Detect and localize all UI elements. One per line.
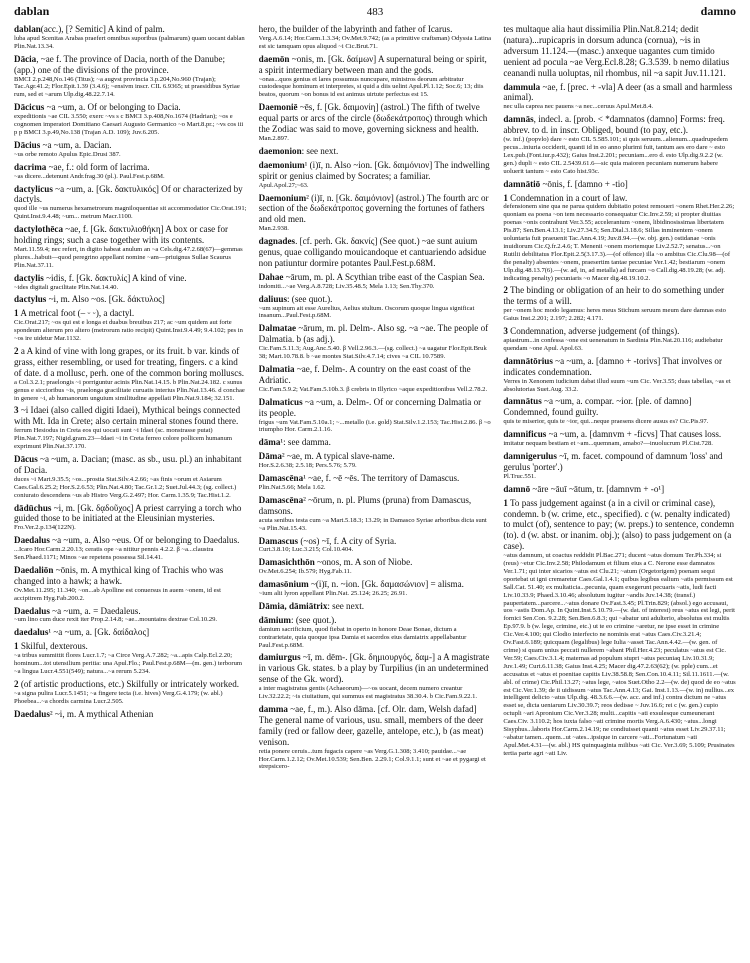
dictionary-entry (14, 308, 247, 343)
entry-citations: ~onas...quos genius et lares possumus nuncupare, ministros deorum arbitratur custodesque hominum et interpretes, si quid a diis uelint Apul.Pl.1.12; Soc.6; 13; diis beatos, quorum ~on bonus id est animus uirtute perfectus est 15. (258, 75, 484, 99)
entry-citations: ~um lino cum duce rexit iter Prop.2.14.8; ~ae...mountains dextrae Col.10.29. (14, 616, 218, 624)
dictionary-entry (503, 396, 736, 426)
entry-definition: ~a ~um, a. Dacian. (40, 139, 112, 150)
entry-definition: ~ēs, f. [Gk. δαιμονίη] (astrol.) The fifth of twelve equal parts or arcs of the circle (δωδεκάτροπος) through which the Zodiac was said to move, governing sickness and health. (258, 102, 488, 135)
dictionary-entry (503, 326, 736, 353)
entry-definition: Condemnation, adverse judgement (of things). (507, 326, 680, 337)
entry-definition-line (259, 294, 492, 305)
entry-definition: , indecl. a. [prob. < *damnatos (damno] Forms: freq. abbrev. to d. in inscr. Obliged, bound (to pay, etc.). (503, 114, 725, 136)
entry-headword: Damasichthōn (258, 557, 315, 568)
entry-definition-line (259, 601, 492, 612)
entry-definition-line (259, 323, 492, 345)
entry-headword: damnificus (503, 429, 547, 440)
entry-citations: Cic.Orat.217; ~os qui est e longa et duabus breuibus 217; ac ~um quidem aut forte spondeum alterum pro altero (metrorum ratio recipit) Quint.Inst.9.4.49; 9.4.102; pes in ~os ire uidetur Mar.1132. (14, 319, 243, 343)
entry-headword: Dalmatae (258, 323, 297, 334)
entry-citations: ~a tribus summittit flores Lucr.1.7; ~a Circe Verg.A.7.282; ~a...apis Calp.Ecl.2.20; hominum...tot utensilium peritia: una Apul.Flo.; Paul.Fest.p.68M—(m. gen.) terborum ~a lingua Lucr.4.551(549); natura...~a rerum 5.234. (14, 652, 243, 675)
entry-citations: Pl.Truc.551. (503, 472, 536, 480)
entry-definition-line (259, 536, 492, 547)
dictionary-entry (503, 484, 736, 495)
entry-definition-line (14, 184, 247, 206)
entry-headword: Damascēna (258, 494, 304, 505)
entry-definition-line (14, 565, 247, 587)
entry-citations: imitatur nequam bestiam et ~am...quemnam, amabo?—inuolucrum Pl.Cist.728. (503, 440, 713, 448)
entry-definition-line (14, 162, 247, 173)
entry-headword: damnigerulus (503, 450, 557, 461)
entry-definition-line (503, 484, 736, 495)
entry-headword: daemonion (258, 145, 302, 156)
entry-citations: Fro.Ver.2.p.134(122N). (14, 524, 76, 532)
entry-definition-line (14, 454, 247, 476)
dictionary-entry (503, 285, 736, 323)
entry-citations: ferrum Hesiodus in Creta eos qui uocati sunt ~i Idaei (sc. monstrasse putat) Plin.Nat.7.197; Nigid.gram.23—Idaei ~i in Creta ferreo colore pollicem humanum exprimunt Plin.Nat.37.170. (14, 427, 232, 451)
entry-definition-line (259, 652, 492, 685)
entry-definition-line (259, 557, 492, 568)
dictionary-entry (14, 102, 247, 137)
entry-definition-line (503, 114, 736, 136)
entry-definition-line (503, 451, 736, 473)
entry-headword: damiurgus (258, 652, 301, 663)
entry-citations: Cic.Fam.5.11.3; Aug.Anc.5.40. β Vell.2.96.3.—(sg. collect.) ~a uagatur Flor.Epit.Bruk 38; Mart.10.78.8. b ~ae montes Stat.Silv.4.7.14; cives ~a CIL 10.7589. (258, 345, 487, 361)
dictionary-entry (14, 140, 247, 159)
entry-definition: ~(i)ī, n. ~ion. [Gk. δαμασώνιον] = alisma. (308, 579, 464, 590)
entry-definition: ~i, m. [Gk. δᾳδοῦχος] A priest carrying a torch who guided those to be initiated at the Eleusinian mysteries. (14, 502, 242, 524)
dictionary-entry (14, 184, 247, 222)
entry-definition: : (see quot.). (286, 293, 333, 304)
entry-definition-line (14, 627, 247, 638)
entry-headword: 2 (14, 346, 19, 356)
entry-citations: ~ides digitali gracilitate Plin.Nat.14.40. (14, 283, 119, 291)
entry-definition-line (503, 396, 736, 418)
entry-citations: ~ium alii lyron appellant Plin.Nat. 25.124; 26.25; 26.91. (258, 590, 408, 598)
dictionary-entry (259, 146, 492, 157)
dictionary-entry (14, 273, 247, 292)
entry-headword: Daedalus (14, 605, 50, 616)
entry-definition: ² ~ōrum, n. pl. Plums (pruna) from Damascus, damsons. (258, 494, 472, 516)
entry-definition: ~onis, m. [Gk. δαίμων] A supernatural being or spirit, a spirit intermediary between man and the gods. (258, 53, 487, 75)
dictionary-entry (259, 364, 492, 394)
dictionary-entry (14, 535, 247, 562)
dictionary-entry (259, 495, 492, 533)
entry-citations: Curt.3.8.10; Luc.3.215; Col.10.404. (258, 546, 354, 554)
dictionary-entry (14, 54, 247, 100)
entry-citations: Hor.S.2.6.38; 2.5.18; Pers.5.76; 5.79. (258, 462, 357, 470)
entry-definition: ~ae, f. Delm-. A country on the east coast of the Adriatic. (258, 364, 471, 385)
entry-definition: ~ōnis, m. A mythical king of Trachis who was changed into a hawk; a hawk. (14, 564, 224, 586)
entry-definition-line (503, 179, 736, 190)
entry-citations: Ov.Met.11.295; 11.340; ~on...ab Apolline est conuersus in auem ~onem, id est accipitrem Hyg.Fab.200.2. (14, 586, 221, 602)
entry-headword: 1 (503, 192, 508, 203)
entry-headword: damnātōrius (503, 355, 553, 366)
entry-headword: daliuus (258, 293, 287, 304)
entry-definition-line (14, 224, 247, 246)
entry-headword: damnō (503, 483, 531, 494)
entry-definition: (~os) ~ī, f. A city of Syria. (298, 535, 397, 546)
entry-definition-line (14, 24, 247, 35)
entry-headword: dammula (503, 81, 541, 92)
dictionary-entry (259, 557, 492, 576)
entry-definition-line (14, 54, 247, 76)
entry-headword: dactylothēca (14, 224, 63, 235)
entry-headword: damnātus (503, 396, 542, 407)
entry-citations: indomiti...~ae Verg.A.8.728; Liv.35.48.5; Mela 1.13; Sen.Thy.370. (258, 282, 435, 290)
dictionary-entry (14, 627, 247, 638)
entry-definition: ~a ~um, a. [Gk. δακτυλικός] Of or characterized by dactyls. (14, 183, 243, 205)
entry-headword: damasōnium (258, 579, 309, 590)
entry-citations: quod ille ~us numerus hexametrorum magniloquentiae sit accommodatior Cic.Orat.191; Quint.Inst.9.4.48; ~um... metrum Macr.1100. (14, 205, 247, 221)
dictionary-entry (259, 473, 492, 492)
dictionary-columns (14, 24, 736, 957)
entry-citations: a inter magistratus gentis (Achaeorum)—~os uocant, decem numero creantur Liv.32.22.2; ~is ciuitatium, qui summus est magistratus 38.30.4. b Cic.Fam.9.22.1. (258, 685, 478, 701)
dictionary-entry (259, 236, 492, 269)
entry-definition: (acc.), [? Semitic] A kind of palm. (40, 24, 165, 34)
entry-definition: ~a ~um, a. = Daedaleus. (49, 605, 141, 616)
entry-definition: ~āre ~āuī ~ātum, tr. [damnvm + -o¹] (530, 483, 665, 494)
entry-definition: ~ae, f.: old form of lacrima. (46, 161, 150, 172)
entry-definition: ~ārum, m. pl. A Scythian tribe east of the Caspian Sea. (283, 271, 485, 282)
entry-citations: luba apud Scenitas Arabas praefert omnibus suporibus (palmarum) quam uocant dablan Plin.Nat.13.34. (14, 34, 245, 50)
entry-citations: Plin.Nat.5.66; Mela 1.62. (258, 483, 326, 491)
entry-definition: ~onos, m. A son of Niobe. (314, 557, 413, 568)
entry-headword: dāmium (258, 614, 292, 625)
entry-headword: daemonium (258, 159, 305, 170)
entry-headword: Daemonium (258, 192, 307, 203)
entry-definition-line (259, 160, 492, 182)
entry-headword: dagnades (258, 236, 296, 247)
dictionary-entry (503, 179, 736, 190)
entry-definition-line (503, 326, 736, 337)
entry-citations: BMCI 2.p.248,No.146 (Titus); ~a augvst provincia 3.p.204,No.960 (Trajan); Tac.Agr.41.2; Flor.Epit.1.39 (3.4.6); ~ensivm inscr. CIL 6.9365; ut praesidibus Syriae rum, sed et ~arum Ulp.dig.48.22.7.14. (14, 75, 240, 99)
entry-definition-line (503, 498, 736, 553)
entry-citations: expeditionis ~ae CIL 3.550; exerc ~vs s c BMCI 3.p.408,No.1674 (Hadrian); ~os e cognomen imperatori Domitiano Caesari Augusto Germanico ~o Mart.8.pr.; ~vs cos iii p p BMCI 3.p.49,No.138 (Trajan A.D. 109); Juv.6.205. (14, 113, 244, 136)
entry-definition: ~i, m. Also ~os. [Gk. δάκτυλος] (46, 294, 165, 305)
entry-definition: ² (i)ī, n. [Gk. δαιμόνιον] (astrol.) The fourth arc or section of the δωδεκάτροπος governing the fortunes of fathers and old men. (258, 192, 489, 225)
entry-definition: ~a ~um, a. [damno + -torivs] That involves or indicates condemnation. (503, 355, 722, 377)
entry-definition-line (259, 193, 492, 226)
entry-headword: Daedaliōn (14, 564, 54, 575)
running-head (14, 4, 736, 22)
dictionary-entry (259, 272, 492, 291)
dictionary-entry (259, 579, 492, 598)
left-guide-word: dablan (14, 4, 50, 18)
entry-definition: ¹ (i)ī, n. Also ~ion. [Gk. δαιμόνιον] The indwelling spirit or genius claimed by Socrates; a familiar. (258, 159, 490, 181)
dictionary-entry (14, 294, 247, 305)
entry-headword: Damascus (258, 535, 299, 546)
entry-definition: : see next. (327, 600, 364, 611)
entry-definition-line (259, 437, 492, 448)
entry-definition: ¹: see damma. (280, 437, 331, 448)
entry-definition: ~a ~um, a. compar. ~ior. [ple. of damno] Condemned, found guilty. (503, 396, 692, 418)
dictionary-entry (259, 323, 492, 361)
dictionary-entry (503, 498, 736, 758)
entry-citations: apiastrum...in confessa ~one est uenenatum in Sardinia Plin.Nat.20.116; audiebatur quendam ~one Apul. Apol.63. (503, 337, 723, 352)
entry-definition: (of artistic productions, etc.) Skilfully or intricately worked. (18, 678, 240, 689)
entry-definition-line (14, 405, 247, 427)
dictionary-entry (503, 82, 736, 112)
entry-citations: ~as dicere...detenunt Andr.frag.30 (pl.). Paul.Fest.p.68M. (14, 172, 165, 180)
entry-definition-line (503, 429, 736, 440)
entry-citations: retia ponere ceruis...tum fugacis capere ~as Verg.G.1.308; 3.410; pauidae...~ae Hor.Carm.1.2.12; Ov.Met.10.539; Sen.Ben. 2.29.1; Col.9.1.1; sunt et ~ae et pygargi et strepsicero- (258, 747, 486, 771)
dictionary-entry (14, 709, 247, 720)
dictionary-entry (503, 193, 736, 283)
entry-citations: ...Icaro Hor.Carm.2.20.13; ceratis ope ~a nititur pennis 4.2.2. β ~a...claustra Sen.Phaed.1171; Minos ~ae repetens possessa Sil.14.41. (14, 546, 214, 562)
entry-definition: . [cf. perh. Gk. δακνίς] (See quot.) ~ae sunt auium genus, quae colligando mouicandoque et cantuariendo adsidue non patiuntur dormire potantes Paul.Fest.p.68M. (258, 236, 487, 268)
dictionary-entry (259, 397, 492, 435)
entry-headword: Daedalus (14, 535, 50, 546)
entry-definition: ~a ~um, a. [damnvm + -ficvs] That causes loss. (546, 429, 722, 440)
entry-definition: ¹ ~ae, f. ~ē ~ēs. The territory of Damascus. (303, 473, 460, 484)
entry-definition: ~a ~um, a. Of or belonging to Dacia. (44, 102, 181, 113)
entry-definition-line (259, 102, 492, 135)
dictionary-entry (14, 162, 247, 181)
entry-citations: Mart.11.59.4; nec refert, in digito habeat anulum an ~a Cels.dig.47.2.68(67)—gemmas plures...habuit—quod peregrino appellant nomine ~am—priuignus Sullae Scaurus Plin.Nat.37.11. (14, 245, 243, 269)
dictionary-entry (259, 451, 492, 470)
entry-definition-line (14, 535, 247, 546)
entry-definition: ~a ~um, a. Also ~eus. Of or belonging to Daedalus. (49, 535, 240, 546)
dictionary-entry (14, 606, 247, 625)
entry-definition: , ~ae f. The province of Dacia, north of the Danube; (app.) one of the divisions of the province. (14, 53, 226, 75)
entry-headword: 2 (14, 678, 19, 689)
entry-definition: ~a ~um, a. Dacian; (masc. as sb., usu. pl.) an inhabitant of Dacia. (14, 453, 242, 475)
entry-citations: (w. inf.) (popvlo) dare ~ esto CIL 5.585.101; si quis seruum...alienum...quadrupedem pecus...iniuria occiderit, quanti id in eo anno plurimi fuit, tantum aes ero dare ~ esto Lex.pub.(Font.iur.p.432); Gaius Inst.2.201; pecuniam...ero d. esto Ulp.dig.9.2.2 (w. gen.) dupli ~ esto CIL 2.5439.61.6—sic quia maioren pecuniam numerum habere uoluerit tantum ~ esto Cato hist.93c. (503, 136, 728, 175)
entry-definition: ~ī, m. facet. compound of damnum 'loss' and gerulus 'porter'.) (503, 450, 723, 472)
entry-headword: Dalmatia (258, 364, 295, 374)
entry-definition-line (503, 82, 736, 104)
entry-definition: ~idis, f. [Gk. δακτυλίς] A kind of vine. (43, 272, 187, 283)
entry-definition-line (14, 346, 247, 379)
column-left (14, 24, 247, 957)
entry-definition-line (259, 272, 492, 283)
entry-headword: damnās (503, 114, 534, 125)
entry-citations: Ov.Met.6.254; Ib.579; Hyg.Fab.11. (258, 568, 352, 576)
entry-citations: ~um supinum ait esse Aurelius, Aelius stultum. Oscorum quoque lingua significat insanum...Paul.Fest.p.68M. (258, 304, 475, 320)
entry-definition-line (259, 146, 492, 157)
entry-citations: nec ulla caprea nec pauens ~a nec...ceruus Apul.Met.8.4. (503, 103, 654, 111)
entry-headword: Dāma (258, 451, 282, 462)
entry-definition-line (14, 709, 247, 720)
entry-definition: hero, the builder of the labyrinth and father of Icarus. (258, 24, 453, 34)
dictionary-entry (14, 405, 247, 451)
column-right (503, 24, 736, 957)
entry-definition-line (259, 451, 492, 462)
dictionary-entry (503, 24, 736, 79)
entry-definition: ¹ ~a ~um, a. [Gk. δαίδαλος] (48, 627, 150, 638)
entry-definition-line (259, 579, 492, 590)
dictionary-entry (503, 114, 736, 175)
entry-citations: Verres in Xenonem iudicium dabat illud suum ~um Cic. Ver.3.55; duas tabellas, ~as et absolutorias Suet.Aug. 33.2. (503, 377, 731, 393)
entry-citations: ~a signa pulira Lucr.5.1451; ~a fingere tecta (i.e. hives) Verg.G.4.179; (w. abl.) Phoebea...~a chordis carmina Lucr.2.505. (14, 689, 223, 705)
entry-headword: Dalmaticus (258, 396, 303, 407)
entry-definition-line (259, 704, 492, 748)
entry-headword: dāma (258, 437, 281, 448)
entry-definition-line (14, 503, 247, 525)
entry-headword: Damascēna (258, 473, 304, 484)
dictionary-entry (259, 615, 492, 650)
dictionary-entry (259, 102, 492, 143)
column-middle (259, 24, 492, 957)
entry-headword: Dahae (258, 271, 284, 282)
entry-headword: 3 (503, 326, 508, 337)
entry-definition: ² ~i, m. A mythical Athenian (49, 708, 154, 719)
entry-definition: To pass judgement against (a in a civil or criminal case), condemn. b (w. crime, etc., specified). c (w. penalty indicated) to mulct (of), sentence to pay; (w. preps.) to sentence, condemn (to). d (w. abst. or inanim. obj.); (also) to pass judgement on (a case). (503, 497, 735, 552)
entry-headword: daedalus (14, 627, 49, 638)
entry-headword: dactylicus (14, 183, 53, 194)
dictionary-entry (259, 601, 492, 612)
dictionary-entry (14, 565, 247, 603)
entry-definition-line (259, 615, 492, 626)
entry-definition: Condemnation in a court of law. (507, 192, 628, 203)
dictionary-entry (503, 429, 736, 448)
entry-headword: Dācia (14, 53, 37, 64)
entry-citations: acuta senibus testa cum ~a Mart.5.18.3; 13.29; in Damasco Syriae arboribus dicta sunt ~a Plin.Nat.15.43. (258, 516, 487, 532)
entry-citations: Cic.Fam.5.9.2; Vat.Fam.5.10b.3. β crebris in Illyrico ~aque expeditionibus Vell.2.78.2. (258, 385, 488, 393)
entry-citations: frigus ~um Vat.Fam.5.10a.1; ~...metallo (i.e. gold) Stat.Silv.1.2.153; Tac.Hist.2.86. β ~o triumpho Hor. Carm.2.1.16. (258, 418, 491, 434)
dictionary-entry (14, 679, 247, 706)
entry-headword: Dāmia, dāmiātrix (258, 600, 328, 611)
entry-citations: Man.2.897. (258, 134, 289, 142)
entry-headword: Dācicus (14, 102, 45, 113)
entry-definition: tes multaque alia haut dissimilia Plin.Nat.8.214; dedit (natura)...rupicapris in dorsum adunca (cornua), ~is in adversum 11.124.—(masc.) anxeque uagantes cum timido uenient ad pocula ~ae Verg.Ecl.8.28; G.3.539. b nemo dilatius ceanandi nulla uoluptas, nil rhombus, nil ~a sapit Juv.11.121. (503, 24, 730, 78)
entry-definition-line (503, 193, 736, 204)
page-number: 483 (366, 6, 384, 18)
dictionary-entry (259, 704, 492, 771)
entry-definition: ~ae, f. [Gk. δακτυλιοθήκη] A box or case for holding rings; such a case together with its contents. (14, 224, 229, 246)
entry-definition-line (259, 236, 492, 269)
entry-definition: The binding or obligation of an heir to do something under the terms of a will. (503, 285, 725, 307)
dictionary-entry (259, 193, 492, 234)
entry-definition-line (14, 273, 247, 284)
entry-citations: damium sacrificium, quod fiebat in operto in honore Deae Bonae, dictum a contrarietate, quia quoque ipsa Damia et sacerdos eius damiatrix appellabantur Paul.Fest.p.68M. (258, 625, 467, 649)
entry-definition-line (503, 24, 736, 79)
entry-headword: daemōn (258, 53, 290, 64)
entry-citations: ~atus damnum, ut coactus reddidit Pl.Bac.271; ducent ~atus domum Ter.Ph.334; si (reus) ~etur Cic.Inv.2.58; Philodamum et filium eius a C. Nerone esse damnatos Ver.1.71; qui inter sicarios ~atus est Clu.21; ~atum (Orgetorigem) poenam sequi oportebat ut igni cremaretur Caes.Gal.1.4.1; quibus legibus ealium ~atis permissum est Sall.Cat. 51.40; ex multaticia...pecunia, quam exegerunt pecuaris ~atis, ludi facti Liv.10.33.9; Phaed.3.10.46; absolutum iugitur ~andis Juv.14.38; (transf.) paupertatem...parcere...~atus donare Ov.Fast.3.45; Pl.Trin.829; (absol.) ego accusaui, uos ~astis Dom.Ap. In Quint.Inst.5.10.79.—(w. dat. of interest) reus ~atus est legi, perit fornici Sen.Con. 9.2.28; Sen.Ben.6.8.3; qui ~abatur uni adulterio, absolutus est multis Ep.97.9. b (w. lege, crimine, etc.) ut te eo crimine ~aretur, ne ipse esset in crimine Cic.Ver.4.100; qui Clodio interfecto ne nominis erat ~atus Caes.Civ.3.21.4; Ov.Fast.6.189; quicquam (legalibus) lege Iulia ~asset Tac.Ann.4.42.—(w. gen. of crime) si quam unius peccati nullerem ~abant Phil.Her.4.23; peculatus ~atus est Cic. Ver.59; Caes.Civ.3.1.4; maternas ad populum stupri ~atus pecuniaq Liv.10.31.9; Juv.1.49; Curt.6.11.38; Gaius Inst.4.25; Macer dig.47.2.63(62); (w. pple) cum...et accusatus et ~atus et poenitae capitis Liv.38.58.8; Sen.Con.10.4.11; Sil.11.1611.—(w. abl. of crime) Cic.Phil.13.27; ~atus lege, ~atos Suet.Otho 2.2—(w. de) quod de eo ~atus est Cic.Ver.1.39; de ii uidissum ~atus Tac.Ann.4.13; Gai. Inst.1.13.—(w. in) nullius...ex intelligent delicto ~atus Ulp.dig. 48.3.6.6.—(w. acc. and inf.) contra dictum ne ~atus esset se, dicta ueniarum Liv.30.39.7; reos dedisse ~ Juv.16.6; rei c (w. gen.) cupio octupli ~ari Apronium Cic.Ver.3.28; multi...capitis ~ati exsulesque cumeunerant Caes.Civ. 3.110.2; hos iuxta falso ~ati crimine mortis Verg.A.6.430; ~atus...longi Sisyphus...laboris Hor.Carm.2.14.19; ne condiuisset quanti ~atus esset Liv.29.37.11; ~abatur tamen...quem...ut ~ates...ipsique in carcere ~ati...Fortunatum ~ati Apul.Met.4.31—(w. abl.) HS quinquaginta milibus ~ati Cic. Ver.3.69; 5.109; Prusinates tertia parte agri ~ati Liv. (503, 552, 736, 757)
dictionary-entry (14, 24, 247, 51)
entry-citations: defensionem sine qua ne parua quidem dubitatio potest remoueri ~onem Rhet.Her.2.26; quoniam ea poena ~on tem necessario consequatur Cic.Inv.2.59; si propter diuitias poenas ~onis contrahunt Ver.3.55; accelerantum ~onem, libidinosissimas libertatem Pis.87; Sen.Ben.4.13.1; Liv.27.34.5; Sen.Dial.3.18.6; Sillas inminentem ~onem uoluntaria fuit praeuenit Tac.Ann.4.19; Juv.8.94.—(w. obj. gen.) ostidanae ~onis inuidiorum Cic.Q.fr.2.4.6; T. Menenii ~onem mortemque Liv.2.52.7; senatus...~on Rutilii debilitatus Flor.Epit.2.5(3.17.3).—(of offence) illa ~o ambitus Cic.Clu.98—(of the penalty) absentes ~onem, praesertim tantae pecuniae Ver.1.42; bestiarum ~onem Ulp.dig.48.13.7(6).—(w. ad, in, ad metalla) ad furcam ~o Call.dig.48.19.28; (w. adj. indicating penalty) pecuniaris ~o Macer dig.48.19.10.2. (503, 203, 735, 282)
entry-definition-line (259, 473, 492, 484)
entry-citations: Apul.Apol.27;~63. (258, 181, 309, 189)
entry-definition-line (14, 641, 247, 652)
dictionary-entry (14, 346, 247, 402)
entry-definition-line (14, 294, 247, 305)
dictionary-entry (259, 294, 492, 321)
entry-definition: a A kind of vine with long grapes, or its fruit. b var. kinds of grass, either resembling, or used for treating, fingers. c a kind of date. d a mollusc, perh. one of the common boring molluscs. (14, 346, 245, 378)
dictionary-entry (259, 54, 492, 100)
entry-headword: 3 (14, 405, 19, 416)
dictionary-entry (14, 454, 247, 500)
entry-headword: Dācus (14, 453, 38, 464)
entry-citations: Man.2.938. (258, 225, 289, 233)
dictionary-entry (14, 224, 247, 270)
entry-citations: a Col.3.2.1; praelongis ~i porriguntur acinis Plin.Nat.14.15. b Plin.Nat.24.182. c sunus genus e siccioribus ~is, praelonga gracilitate curuatis interius Plin.Nat.13.46. d conchae in genere ~i, ab humanorum unguium similitudine appellati Plin.Nat.9.184; 32.151. (14, 378, 245, 402)
entry-definition-line (259, 54, 492, 76)
entry-definition-line (503, 356, 736, 378)
entry-headword: dactylus (14, 294, 47, 305)
dictionary-entry (503, 451, 736, 481)
entry-headword: dablan (14, 24, 41, 34)
entry-definition: ~a ~um, a. Delm-. Of or concerning Dalmatia or its people. (258, 396, 482, 418)
entry-definition: ~ae, f. [prec. + -vla] A deer (as a small and harmless animal). (503, 81, 733, 103)
dictionary-entry (503, 356, 736, 394)
entry-definition: ~ī, m. dēm-. [Gk. δημιουργός, δαμ-] a A magistrate in various Gk. states. b a play by Turpilius (in an undetermined sense of the Gk. word). (258, 652, 490, 685)
entry-definition-line (14, 102, 247, 113)
entry-headword: Daemoniē (258, 102, 298, 113)
entry-headword: 1 (14, 641, 19, 652)
entry-definition: ~ārum, m. pl. Delm-. Also sg. ~a ~ae. The people of Dalmatia. b (as adj.). (258, 323, 489, 345)
entry-definition: : see next. (301, 145, 339, 156)
dictionary-entry (259, 652, 492, 701)
entry-headword: 2 (503, 285, 508, 296)
entry-definition: Skilful, dexterous. (18, 641, 88, 652)
entry-headword: dādūchus (14, 502, 52, 513)
entry-citations: duces ~i Mart.9.35.5; ~os...prostia Stat.Silv.4.2.66; ~as finis ~orum et Asiarum Caes.Gal.6.25.2; Hor.S.2.6.53; Plin.Nat.4.80; Tac.Gr.1.2; Suet.Jul.44.3; (sg. collect.) coniurato descendens ~us ab Histro Verg.G.2.497; Hor. Carm.1.35.9; Tac.Hist.1.2. (14, 475, 237, 499)
entry-definition-line (503, 285, 736, 307)
dictionary-entry (259, 437, 492, 448)
entry-headword: Dācius (14, 139, 41, 150)
entry-definition-line (259, 364, 492, 386)
dictionary-entry (14, 641, 247, 676)
entry-headword: damma (258, 704, 288, 714)
entry-citations: ~us orbe remoto Apulus Epic.Drusi 387. (14, 150, 121, 158)
entry-definition-line (14, 606, 247, 617)
entry-citations: quis te miserior, quis te ~ior, qui...neque praesens dicere ausus es? Cic.Pis.97. (503, 418, 709, 426)
dictionary-entry (259, 536, 492, 555)
dictionary-entry (259, 160, 492, 190)
entry-definition-line (259, 495, 492, 517)
entry-definition-line (259, 397, 492, 419)
entry-headword: 1 (503, 497, 508, 508)
entry-definition: A metrical foot (– ⏑ ⏑), a dactyl. (18, 308, 135, 319)
entry-definition: ~ōnis, f. [damno + -tio] (540, 178, 628, 189)
entry-headword: 1 (14, 308, 19, 319)
dictionary-entry (259, 24, 492, 51)
entry-definition: ~ae, f., m.). Also dāma. [cf. Olr. dam, Welsh dafad] The general name of various, usu. small, members of the deer family (red or fallow deer, gazelle, antelope, etc.), b (as meat) venison. (258, 704, 484, 747)
entry-definition-line (14, 679, 247, 690)
entry-citations: Verg.A.6.14; Hor.Carm.1.3.34; Ov.Met.9.742; (as a primitive craftsman) Odyssia Latina est sic tamquam opus aliquod ~i Cic.Brut.71. (258, 34, 492, 50)
entry-headword: Daedalus (14, 708, 50, 719)
entry-headword: damnātiō (503, 178, 541, 189)
entry-headword: dactylis (14, 272, 44, 283)
dictionary-entry (14, 503, 247, 533)
entry-definition: ² ~ae, m. A typical slave-name. (281, 451, 395, 462)
entry-definition-line (14, 140, 247, 151)
right-guide-word: damno (700, 4, 736, 18)
entry-definition-line (259, 24, 492, 35)
entry-citations: per ~onem hoc modo legamus: heres meus Stichum seruum meum dare damnas esto Gaius Inst.2.201; 2.197; 2.282; 4.171. (503, 307, 726, 323)
entry-headword: dacrima (14, 161, 47, 172)
entry-definition: ~i Idaei (also called digiti Idaei), Mythical beings connected with Mt. Ida in Crete; also certain mineral stones found there. (14, 405, 241, 427)
entry-definition: : (see quot.). (291, 614, 337, 625)
entry-definition-line (14, 308, 247, 319)
